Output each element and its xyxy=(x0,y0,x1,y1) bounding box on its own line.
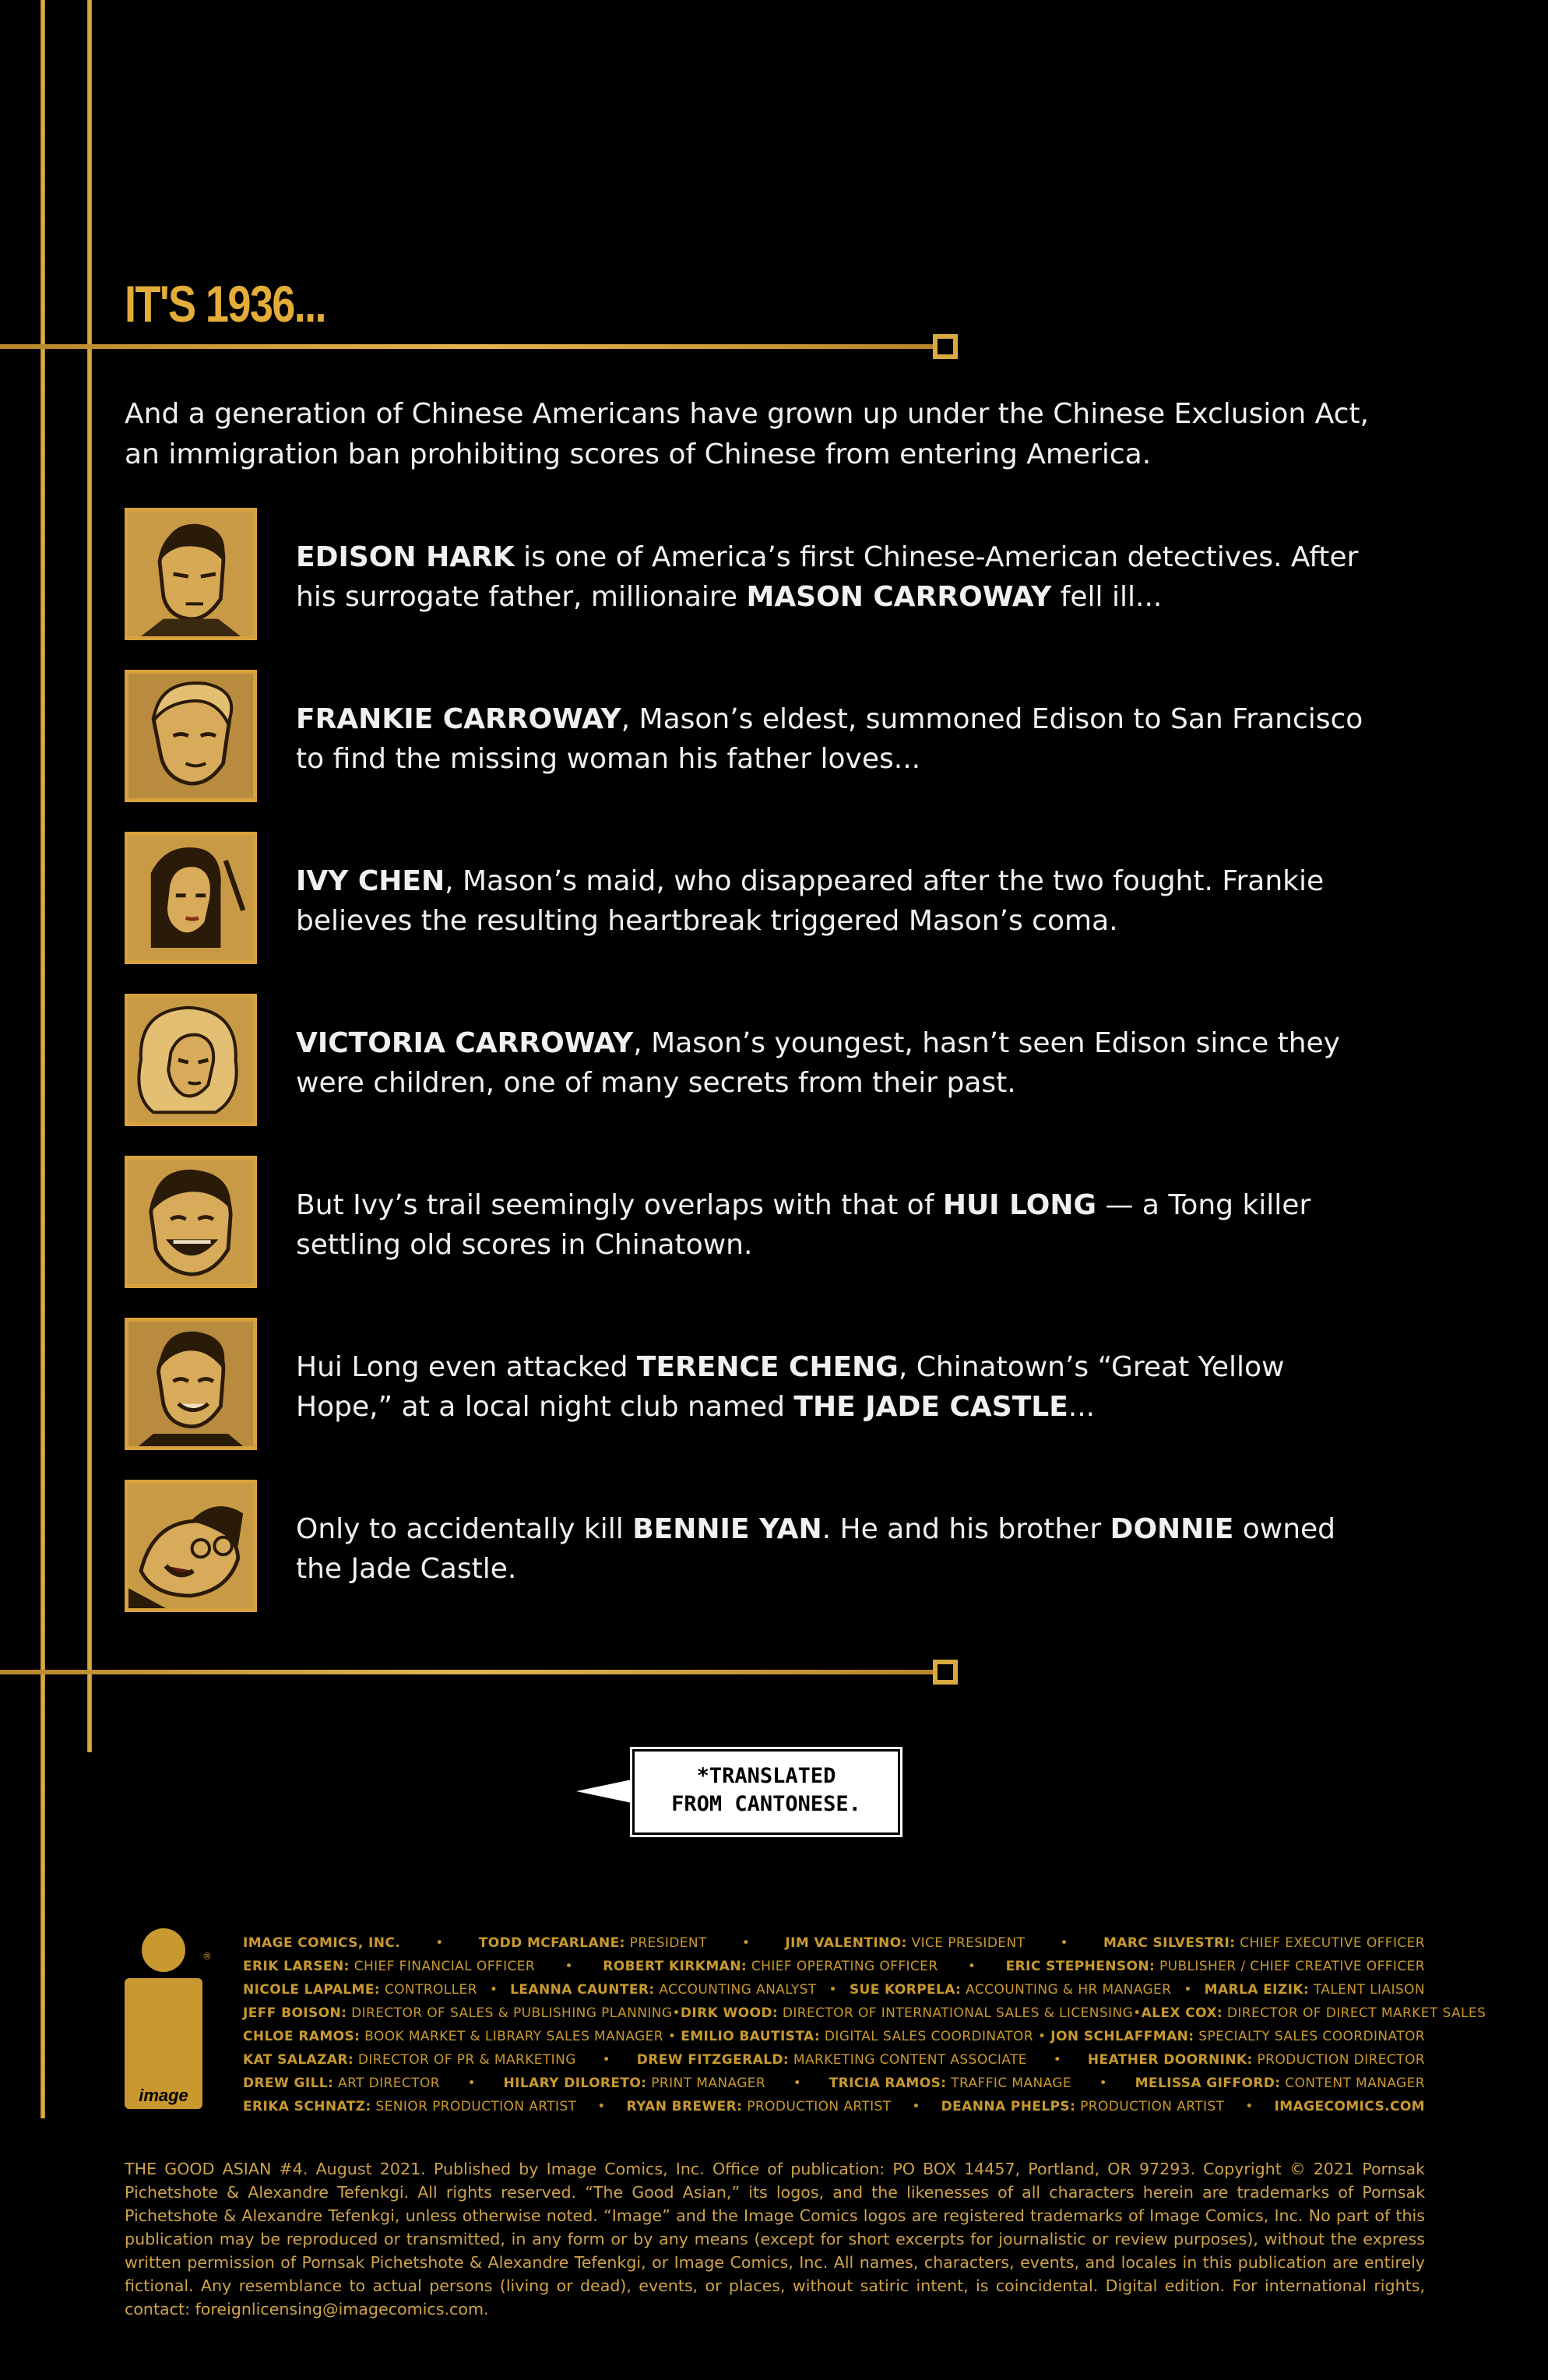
credit-entry: HILARY DILORETO: PRINT MANAGER xyxy=(503,2075,766,2091)
credit-entry: ALEX COX: DIRECTOR OF DIRECT MARKET SALES xyxy=(1141,2005,1486,2021)
credit-separator: • xyxy=(741,1935,751,1951)
credit-entry: DIRK WOOD: DIRECTOR OF INTERNATIONAL SALES & LICENSING xyxy=(680,2005,1134,2021)
credit-entry: MELISSA GIFFORD: CONTENT MANAGER xyxy=(1135,2075,1425,2091)
entry-text-edison-hark: EDISON HARK is one of America’s first Chinese-American detectives. After his surrogate father, millionaire MASON CARROWAY fell ill... xyxy=(296,541,1359,613)
credit-entry: LEANNA CAUNTER: ACCOUNTING ANALYST xyxy=(510,1982,817,1998)
terence-cheng-portrait xyxy=(125,1318,257,1450)
credit-entry: IMAGECOMICS.COM xyxy=(1274,2099,1425,2114)
translation-note xyxy=(635,1762,898,1818)
credit-entry: EMILIO BAUTISTA: DIGITAL SALES COORDINATOR xyxy=(681,2029,1034,2044)
speech-bubble-tail xyxy=(576,1779,635,1804)
credit-entry: DREW FITZGERALD: MARKETING CONTENT ASSOCIATE xyxy=(636,2052,1027,2068)
edison-hark-portrait xyxy=(125,508,257,640)
credit-separator: • xyxy=(1133,2005,1142,2021)
credit-entry: IMAGE COMICS, INC. xyxy=(243,1935,401,1951)
credit-separator: • xyxy=(1099,2075,1108,2091)
entry-frankie-carroway xyxy=(125,670,1386,802)
entry-text-terence-cheng: Hui Long even attacked TERENCE CHENG, Chinatown’s “Great Yellow Hope,” at a local night club named THE JADE CASTLE... xyxy=(296,1351,1285,1423)
credit-separator: • xyxy=(1053,2052,1062,2068)
credit-entry: MARC SILVESTRI: CHIEF EXECUTIVE OFFICER xyxy=(1103,1935,1425,1951)
credits-row xyxy=(243,1955,1425,1978)
publisher-credits xyxy=(243,1931,1486,2118)
intro-paragraph: And a generation of Chinese Americans have grown up under the Chinese Exclusion Act, an immigration ban prohibiting scores of Chinese from entering America. xyxy=(125,398,1369,470)
entry-edison-hark xyxy=(125,508,1386,640)
credit-separator: • xyxy=(489,1982,498,1998)
entry-text-bennie-yan: Only to accidentally kill BENNIE YAN. He and his brother DONNIE owned the Jade Castle. xyxy=(296,1513,1336,1585)
entry-text-frankie-carroway: FRANKIE CARROWAY, Mason’s eldest, summoned Edison to San Francisco to find the missing woman his father loves... xyxy=(296,703,1363,775)
credit-separator: • xyxy=(435,1935,444,1951)
entry-text-victoria-carroway: VICTORIA CARROWAY, Mason’s youngest, hasn’t seen Edison since they were children, one of many secrets from their past. xyxy=(296,1027,1340,1099)
credit-entry: MARLA EIZIK: TALENT LIAISON xyxy=(1204,1982,1425,1998)
credit-entry: NICOLE LAPALME: CONTROLLER xyxy=(243,1982,477,1998)
credit-entry: TODD MCFARLANE: PRESIDENT xyxy=(478,1935,707,1951)
credit-separator: • xyxy=(967,1959,976,1974)
hui-long-portrait xyxy=(125,1156,257,1288)
credit-entry: JON SCHLAFFMAN: SPECIALTY SALES COORDINATOR xyxy=(1050,2029,1425,2044)
page-title: IT'S 1936... xyxy=(125,275,325,333)
entry-ivy-chen xyxy=(125,832,1386,964)
credits-row xyxy=(243,2072,1425,2095)
frankie-carroway-portrait xyxy=(125,670,257,802)
credit-entry: HEATHER DOORNINK: PRODUCTION DIRECTOR xyxy=(1087,2052,1425,2068)
frame-top-horizontal xyxy=(0,344,934,349)
credits-row xyxy=(243,2025,1425,2048)
translation-speech-bubble xyxy=(632,1749,900,1835)
credit-separator: • xyxy=(667,2029,677,2044)
credit-entry: JEFF BOISON: DIRECTOR OF SALES & PUBLISHING PLANNING xyxy=(243,2005,673,2021)
credit-separator: • xyxy=(1245,2099,1254,2114)
image-comics-logo xyxy=(125,1927,212,2111)
translation-note-line-2: FROM CANTONESE. xyxy=(671,1792,861,1816)
credit-entry: JIM VALENTINO: VICE PRESIDENT xyxy=(785,1935,1026,1951)
credit-separator: • xyxy=(565,1959,573,1974)
credit-entry: ERIK LARSEN: CHIEF FINANCIAL OFFICER xyxy=(243,1959,536,1974)
credits-row xyxy=(243,2048,1425,2072)
credit-separator: • xyxy=(829,1982,837,1998)
logo-wordmark: image xyxy=(139,2086,188,2105)
credit-entry: RYAN BREWER: PRODUCTION ARTIST xyxy=(626,2099,892,2114)
credit-entry: ERIKA SCHNATZ: SENIOR PRODUCTION ARTIST xyxy=(243,2099,577,2114)
credit-entry: KAT SALAZAR: DIRECTOR OF PR & MARKETING xyxy=(243,2052,576,2068)
frame-vertical-left xyxy=(40,0,45,2118)
credit-entry: CHLOE RAMOS: BOOK MARKET & LIBRARY SALES MANAGER xyxy=(243,2029,663,2044)
entry-hui-long xyxy=(125,1156,1386,1288)
legal-notice: THE GOOD ASIAN #4. August 2021. Published by Image Comics, Inc. Office of publication: PO BOX 14457, Portland, OR 97293. Copyright © 2021 Pornsak Pichetshote & Alexandre Tefenkgi. All rights reserved. “The Good Asian,” its logos, and the likenesses of all characters herein are trademarks of Pornsak Pichetshote & Alexandre Tefenkgi, unless otherwise noted. “Image” and the Image Comics logos are registered trademarks of Image Comics, Inc. No part of this publication may be reproduced or transmitted, in any form or by any means (except for short excerpts for journalistic or review purposes), without the express written permission of Pornsak Pichetshote & Alexandre Tefenkgi, or Image Comics, Inc. All names, characters, events, and locales in this publication are entirely fictional. Any resemblance to actual persons (living or dead), events, or places, without satiric intent, is coincidental. Digital edition. For international rights, contact: foreignlicensing@imagecomics.com. xyxy=(125,2160,1425,2318)
entry-text-hui-long: But Ivy’s trail seemingly overlaps with that of HUI LONG — a Tong killer settling old scores in Chinatown. xyxy=(296,1189,1311,1261)
victoria-carroway-portrait xyxy=(125,994,257,1126)
frame-bottom-horizontal xyxy=(0,1670,934,1674)
credit-separator: • xyxy=(672,2005,681,2021)
bennie-yan-portrait xyxy=(125,1480,257,1612)
entry-text-ivy-chen: IVY CHEN, Mason’s maid, who disappeared after the two fought. Frankie believes the resulting heartbreak triggered Mason’s coma. xyxy=(296,865,1325,937)
ivy-chen-portrait xyxy=(125,832,257,964)
credit-separator: • xyxy=(912,2099,920,2114)
credit-separator: • xyxy=(597,2099,606,2114)
translation-note-line-1: *TRANSLATED xyxy=(696,1764,836,1788)
credit-separator: • xyxy=(1037,2029,1047,2044)
credit-separator: • xyxy=(1184,1982,1192,1998)
credit-separator: • xyxy=(793,2075,802,2091)
credit-entry: ERIC STEPHENSON: PUBLISHER / CHIEF CREATIVE OFFICER xyxy=(1005,1959,1425,1974)
credit-entry: ROBERT KIRKMAN: CHIEF OPERATING OFFICER xyxy=(603,1959,938,1974)
entry-bennie-yan xyxy=(125,1480,1386,1612)
credits-row xyxy=(243,2002,1486,2025)
frame-bottom-square xyxy=(933,1660,958,1685)
credit-entry: TRICIA RAMOS: TRAFFIC MANAGE xyxy=(829,2075,1072,2091)
credit-separator: • xyxy=(602,2052,611,2068)
credit-separator: • xyxy=(467,2075,476,2091)
credit-separator: • xyxy=(1060,1935,1068,1951)
entry-terence-cheng xyxy=(125,1318,1386,1450)
credits-row xyxy=(243,2095,1425,2118)
credit-entry: DREW GILL: ART DIRECTOR xyxy=(243,2075,440,2091)
credit-entry: SUE KORPELA: ACCOUNTING & HR MANAGER xyxy=(849,1982,1172,1998)
frame-top-square xyxy=(933,334,958,359)
credits-row xyxy=(243,1978,1425,2002)
credits-row xyxy=(243,1931,1425,1955)
frame-vertical-inner xyxy=(87,0,92,1752)
entry-victoria-carroway xyxy=(125,994,1386,1126)
credit-entry: DEANNA PHELPS: PRODUCTION ARTIST xyxy=(941,2099,1225,2114)
registered-mark: ® xyxy=(202,1951,212,1962)
